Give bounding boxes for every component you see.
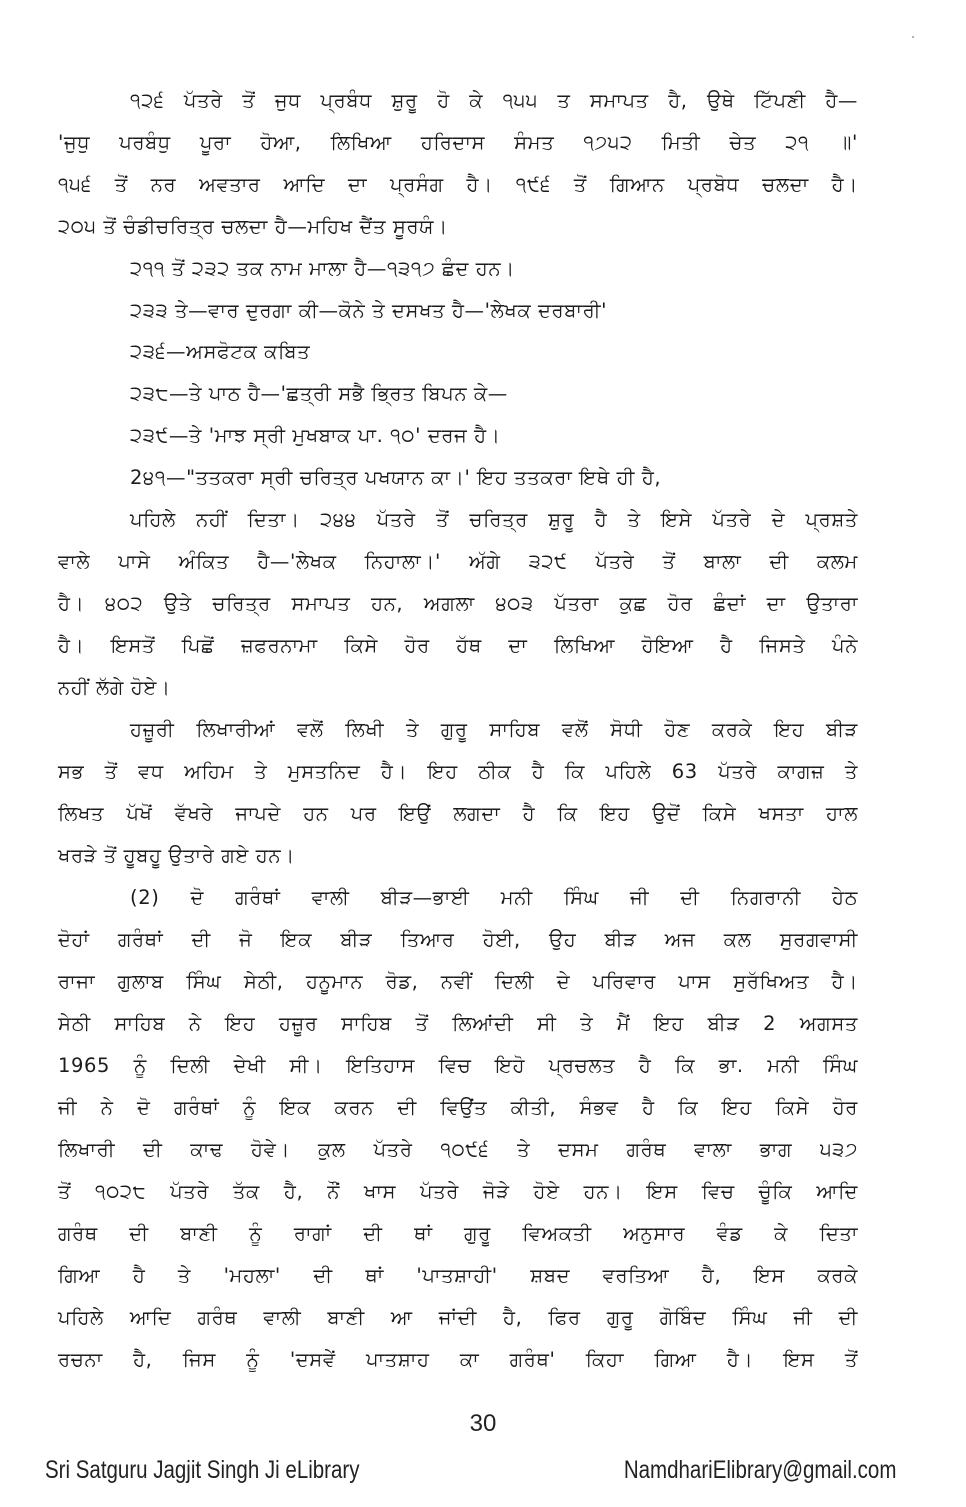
text-line: ਹੈ। ੪੦੨ ਉਤੇ ਚਰਿਤ੍ਰ ਸਮਾਪਤ ਹਨ, ਅਗਲਾ ੪੦੩ ਪੱਤਰਾ ਕੁਛ ਹੋਰ ਛੰਦਾਂ ਦਾ ਉਤਾਰਾ [58,592,858,615]
scan-speck [912,36,914,38]
text-line: ਸਭ ਤੋਂ ਵਧ ਅਹਿਮ ਤੇ ਮੁਸਤਨਿਦ ਹੈ। ਇਹ ਠੀਕ ਹੈ ਕਿ ਪਹਿਲੇ 63 ਪੱਤਰੇ ਕਾਗਜ਼ ਤੇ [58,760,858,783]
text-line: ਤੋਂ ੧੦੨੮ ਪੱਤਰੇ ਤੱਕ ਹੈ, ਨੌਂ ਖਾਸ ਪੱਤਰੇ ਜੋੜੇ ਹੋਏ ਹਨ। ਇਸ ਵਿਚ ਚੂੰਕਿ ਆਦਿ [58,1180,858,1203]
text-line: ਨਹੀਂ ਲੱਗੇ ਹੋਏ। [58,676,171,699]
text-line: ੨੩੯—ਤੇ 'ਮਾਝ ਸ੍ਰੀ ਮੁਖਬਾਕ ਪਾ. ੧੦' ਦਰਜ ਹੈ। [130,424,501,447]
text-line: ਰਚਨਾ ਹੈ, ਜਿਸ ਨੂੰ 'ਦਸਵੇਂ ਪਾਤਸ਼ਾਹ ਕਾ ਗਰੰਥ' ਕਿਹਾ ਗਿਆ ਹੈ। ਇਸ ਤੋਂ [58,1348,858,1371]
text-line: ੨੧੧ ਤੋਂ ੨੩੨ ਤਕ ਨਾਮ ਮਾਲਾ ਹੈ—੧੩੧੭ ਛੰਦ ਹਨ। [130,257,515,280]
text-line: ਪਹਿਲੇ ਨਹੀਂ ਦਿਤਾ। ੨੪੪ ਪੱਤਰੇ ਤੋਂ ਚਰਿਤ੍ਰ ਸ਼ੁਰੂ ਹੈ ਤੇ ਇਸੇ ਪੱਤਰੇ ਦੇ ਪ੍ਰਸ਼ਤੇ [130,508,858,531]
text-line: ੨੦੫ ਤੋਂ ਚੰਡੀਚਰਿਤ੍ਰ ਚਲਦਾ ਹੈ—ਮਹਿਖ ਦੈਂਤ ਸੂਰਯੰ। [58,215,448,238]
text-line: 'ਜੁਧੁ ਪਰਬੰਧੁ ਪੂਰਾ ਹੋਆ, ਲਿਖਿਆ ਹਰਿਦਾਸ ਸੰਮਤ ੧੭੫੨ ਮਿਤੀ ਚੇਤ ੨੧ ॥' [58,131,858,154]
text-line: ਹਜ਼ੂਰੀ ਲਿਖਾਰੀਆਂ ਵਲੋਂ ਲਿਖੀ ਤੇ ਗੁਰੂ ਸਾਹਿਬ ਵਲੋਂ ਸੋਧੀ ਹੋਣ ਕਰਕੇ ਇਹ ਬੀੜ [130,718,858,741]
footer-email: NamdhariElibrary@gmail.com [623,1456,896,1484]
text-line: 1965 ਨੂੰ ਦਿਲੀ ਦੇਖੀ ਸੀ। ਇਤਿਹਾਸ ਵਿਚ ਇਹੋ ਪ੍ਰਚਲਤ ਹੈ ਕਿ ਭਾ. ਮਨੀ ਸਿੰਘ [58,1054,858,1077]
page-number: 30 [469,1410,497,1437]
text-line: ੨੩੮—ਤੇ ਪਾਠ ਹੈ—'ਛਤ੍ਰੀ ਸਭੈ ਭ੍ਰਿਤ ਬਿਪਨ ਕੇ— [130,382,508,405]
text-line: ਜੀ ਨੇ ਦੋ ਗਰੰਥਾਂ ਨੂੰ ਇਕ ਕਰਨ ਦੀ ਵਿਉਂਤ ਕੀਤੀ, ਸੰਭਵ ਹੈ ਕਿ ਇਹ ਕਿਸੇ ਹੋਰ [58,1096,858,1119]
text-line: ੧੨੬ ਪੱਤਰੇ ਤੋਂ ਜੁਧ ਪ੍ਰਬੰਧ ਸ਼ੁਰੂ ਹੋ ਕੇ ੧੫੫ ਤ ਸਮਾਪਤ ਹੈ, ਉਥੇ ਟਿੱਪਣੀ ਹੈ— [130,89,858,112]
text-line: ਦੋਹਾਂ ਗਰੰਥਾਂ ਦੀ ਜੋ ਇਕ ਬੀੜ ਤਿਆਰ ਹੋਈ, ਉਹ ਬੀੜ ਅਜ ਕਲ ਸੁਰਗਵਾਸੀ [58,928,858,951]
text-line: ੨੩੬—ਅਸਫੋਟਕ ਕਬਿਤ [130,340,311,363]
text-line: ਸੇਠੀ ਸਾਹਿਬ ਨੇ ਇਹ ਹਜ਼ੂਰ ਸਾਹਿਬ ਤੋਂ ਲਿਆਂਦੀ ਸੀ ਤੇ ਮੈਂ ਇਹ ਬੀੜ 2 ਅਗਸਤ [58,1012,858,1035]
text-line: ੧੫੬ ਤੋਂ ਨਰ ਅਵਤਾਰ ਆਦਿ ਦਾ ਪ੍ਰਸੰਗ ਹੈ। ੧੯੬ ਤੋਂ ਗਿਆਨ ਪ੍ਰਬੋਧ ਚਲਦਾ ਹੈ। [58,173,858,196]
text-line: ੨੩੩ ਤੇ—ਵਾਰ ਦੁਰਗਾ ਕੀ—ਕੋਨੇ ਤੇ ਦਸਖਤ ਹੈ—'ਲੇਖਕ ਦਰਬਾਰੀ' [130,299,608,322]
text-line: ਵਾਲੇ ਪਾਸੇ ਅੰਕਿਤ ਹੈ—'ਲੇਖਕ ਨਿਹਾਲਾ।' ਅੱਗੇ ੩੨੯ ਪੱਤਰੇ ਤੋਂ ਬਾਲਾ ਦੀ ਕਲਮ [58,550,858,573]
text-line: (2) ਦੋ ਗਰੰਥਾਂ ਵਾਲੀ ਬੀੜ—ਭਾਈ ਮਨੀ ਸਿੰਘ ਜੀ ਦੀ ਨਿਗਰਾਨੀ ਹੇਠ [130,886,858,909]
text-line: ਪਹਿਲੇ ਆਦਿ ਗਰੰਥ ਵਾਲੀ ਬਾਣੀ ਆ ਜਾਂਦੀ ਹੈ, ਫਿਰ ਗੁਰੂ ਗੋਬਿੰਦ ਸਿੰਘ ਜੀ ਦੀ [58,1306,859,1329]
text-line: ਹੈ। ਇਸਤੋਂ ਪਿਛੋਂ ਜ਼ਫਰਨਾਮਾ ਕਿਸੇ ਹੋਰ ਹੱਥ ਦਾ ਲਿਖਿਆ ਹੋਇਆ ਹੈ ਜਿਸਤੇ ਪੰਨੇ [58,634,858,657]
text-line: ਗਿਆ ਹੈ ਤੇ 'ਮਹਲਾ' ਦੀ ਥਾਂ 'ਪਾਤਸ਼ਾਹੀ' ਸ਼ਬਦ ਵਰਤਿਆ ਹੈ, ਇਸ ਕਰਕੇ [58,1264,858,1287]
text-line: ਖਰੜੇ ਤੋਂ ਹੂਬਹੂ ਉਤਾਰੇ ਗਏ ਹਨ। [58,844,295,867]
text-line: ਗਰੰਥ ਦੀ ਬਾਣੀ ਨੂੰ ਰਾਗਾਂ ਦੀ ਥਾਂ ਗੁਰੂ ਵਿਅਕਤੀ ਅਨੁਸਾਰ ਵੰਡ ਕੇ ਦਿਤਾ [58,1222,858,1245]
text-line: ਰਾਜਾ ਗੁਲਾਬ ਸਿੰਘ ਸੇਠੀ, ਹਨੂਮਾਨ ਰੋਡ, ਨਵੀਂ ਦਿਲੀ ਦੇ ਪਰਿਵਾਰ ਪਾਸ ਸੁਰੱਖਿਅਤ ਹੈ। [58,970,858,993]
text-line: 2੪੧—"ਤਤਕਰਾ ਸ੍ਰੀ ਚਰਿਤ੍ਰ ਪਖਯਾਨ ਕਾ।' ਇਹ ਤਤਕਰਾ ਇਥੇ ਹੀ ਹੈ, [130,466,662,489]
text-line: ਲਿਖਾਰੀ ਦੀ ਕਾਢ ਹੋਵੇ। ਕੁਲ ਪੱਤਰੇ ੧੦੯੬ ਤੇ ਦਸਮ ਗਰੰਥ ਵਾਲਾ ਭਾਗ ੫੩੭ [58,1138,858,1161]
text-line: ਲਿਖਤ ਪੱਖੋਂ ਵੱਖਰੇ ਜਾਪਦੇ ਹਨ ਪਰ ਇਉਂ ਲਗਦਾ ਹੈ ਕਿ ਇਹ ਉਦੋਂ ਕਿਸੇ ਖਸਤਾ ਹਾਲ [58,802,858,825]
footer-library-name: Sri Satguru Jagjit Singh Ji eLibrary [45,1456,360,1484]
